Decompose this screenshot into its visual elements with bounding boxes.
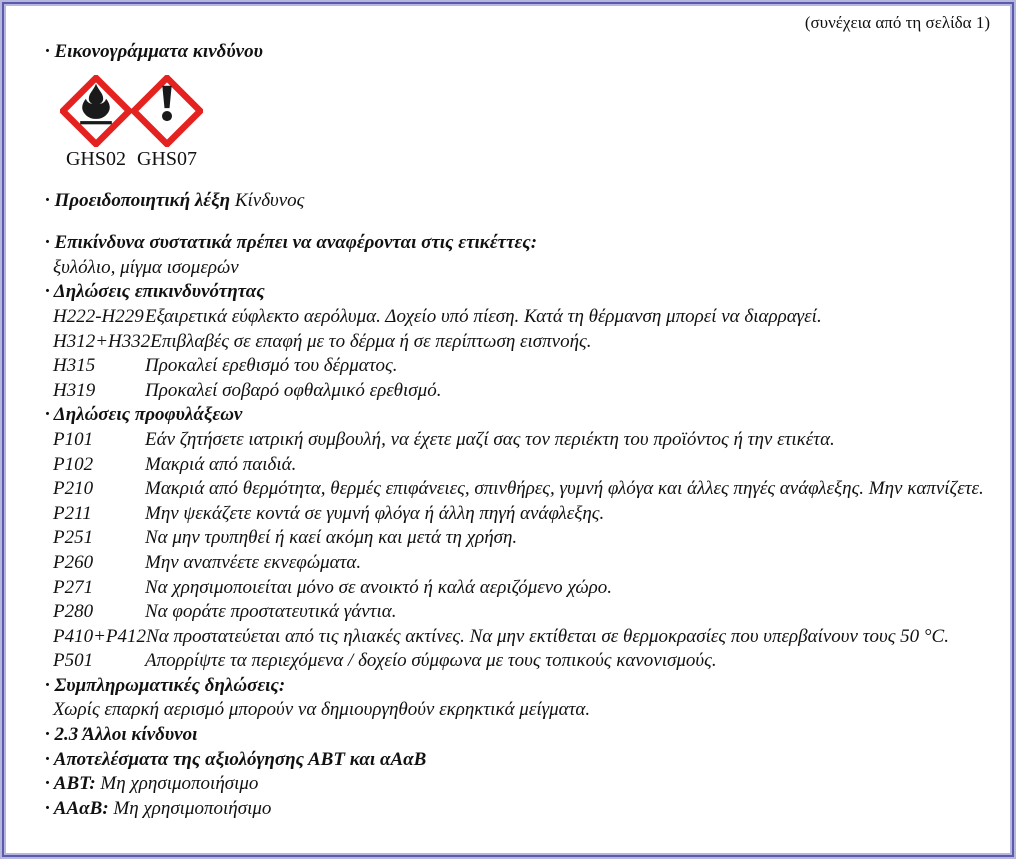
statement-text: Μακριά από παιδιά. — [145, 453, 297, 475]
page-frame-inner — [4, 4, 1012, 855]
statement-row — [45, 649, 992, 674]
statement-text: Να χρησιμοποιείται μόνο σε ανοικτό ή καλά αεριζόμενο χώρο. — [145, 576, 613, 598]
statement-code: H222-H229 — [53, 305, 144, 327]
statement-text: Προκαλεί ερεθισμό του δέρματος. — [145, 355, 398, 377]
statement-code: P102 — [53, 453, 94, 475]
other-hazards-heading: · 2.3 Άλλοι κίνδυνοι — [45, 724, 198, 746]
statement-row — [45, 330, 992, 355]
statement-text: Να προστατεύεται από τις ηλιακές ακτίνες. Να μην εκτίθεται σε θερμοκρασίες που υπερβαίνουν τους 50 °C. — [146, 625, 949, 647]
statement-row — [45, 477, 992, 502]
pbt-value: Μη χρησιμοποιήσιμο — [100, 773, 259, 795]
statement-code: P410+P412 — [53, 625, 147, 647]
statement-text: Εάν ζητήσετε ιατρική συμβουλή, να έχετε μαζί σας τον περιέκτη του προϊόντος ή την ετικέτα. — [145, 428, 835, 450]
statement-text: Να φοράτε προστατευτικά γάντια. — [145, 601, 397, 623]
precautionary-statements-list — [45, 428, 992, 674]
continuation-note: (συνέχεια από τη σελίδα 1) — [804, 13, 990, 32]
statement-text: Επιβλαβές σε επαφή με το δέρμα ή σε περίπτωση εισπνοής. — [150, 330, 592, 352]
statement-code: P280 — [53, 601, 94, 623]
hazard-statements-heading: · Δηλώσεις επικινδυνότητας — [45, 281, 265, 303]
pbt-label: · ΑΒΤ: — [45, 773, 96, 795]
ghs07-pictogram — [130, 75, 204, 171]
statement-text: Να μην τρυπηθεί ή καεί ακόμη και μετά τη χρήση. — [145, 527, 518, 549]
statement-text: Απορρίψτε τα περιεχόμενα / δοχείο σύμφωνα με τους τοπικούς κανονισμούς. — [145, 650, 717, 672]
statement-row — [45, 526, 992, 551]
statement-text: Μην αναπνέετε εκνεφώματα. — [145, 551, 362, 573]
vpvb-value: Μη χρησιμοποιήσιμο — [113, 797, 272, 819]
statement-row — [45, 502, 992, 527]
signal-word-line — [45, 189, 992, 214]
statement-code: H315 — [53, 355, 96, 377]
statement-text: Μακριά από θερμότητα, θερμές επιφάνειες, σπινθήρες, γυμνή φλόγα και άλλες πηγές ανάφλεξης. Μην καπνίζετε. — [145, 478, 984, 500]
statement-row — [45, 600, 992, 625]
statement-row — [45, 354, 992, 379]
statement-row — [45, 379, 992, 404]
statement-code: P251 — [53, 527, 94, 549]
supplementary-heading: · Συμπληρωματικές δηλώσεις: — [45, 674, 286, 696]
pbt-line — [45, 772, 992, 797]
precautionary-statements-heading: · Δηλώσεις προφυλάξεων — [45, 404, 243, 426]
pictogram-label-ghs02: GHS02 — [65, 147, 126, 170]
sds-page — [6, 6, 1010, 853]
hazardous-components-heading: · Επικίνδυνα συστατικά πρέπει να αναφέρονται στις ετικέττες: — [45, 232, 538, 254]
statement-code: P101 — [53, 428, 94, 450]
statement-code: P501 — [53, 650, 94, 672]
page-frame-line — [2, 2, 1014, 857]
statement-row — [45, 453, 992, 478]
statement-code: P271 — [53, 576, 94, 598]
statement-code: P211 — [53, 502, 92, 524]
statement-code: H319 — [53, 379, 96, 401]
statement-text: Μην ψεκάζετε κοντά σε γυμνή φλόγα ή άλλη πηγή ανάφλεξης. — [145, 502, 605, 524]
signal-word-value: Κίνδυνος — [234, 189, 305, 211]
flame-icon — [60, 75, 132, 147]
statement-row — [45, 305, 992, 330]
statement-code: P260 — [53, 551, 94, 573]
statement-row — [45, 428, 992, 453]
pictogram-label-ghs07: GHS07 — [136, 147, 197, 170]
assessment-heading: · Αποτελέσματα της αξιολόγησης ΑΒΤ και αΑαΒ — [45, 748, 427, 770]
hazard-statements-list — [45, 305, 992, 403]
statement-text: Εξαιρετικά εύφλεκτο αερόλυμα. Δοχείο υπό πίεση. Κατά τη θέρμανση μπορεί να διαρραγεί. — [145, 305, 822, 327]
signal-word-label: · Προειδοποιητική λέξη — [45, 189, 231, 211]
supplementary-text: Χωρίς επαρκή αερισμό μπορούν να δημιουργηθούν εκρηκτικά μείγματα. — [53, 699, 591, 721]
statement-row — [45, 576, 992, 601]
pictogram-row — [59, 75, 992, 171]
statement-code: H312+H332 — [53, 330, 151, 352]
vpvb-label: · ΑΑαΒ: — [45, 797, 109, 819]
statement-text: Προκαλεί σοβαρό οφθαλμικό ερεθισμό. — [145, 379, 442, 401]
pictograms-heading: · Εικονογράμματα κινδύνου — [45, 41, 263, 62]
exclamation-icon — [131, 75, 203, 147]
ghs02-pictogram — [59, 75, 133, 171]
statement-row — [45, 625, 992, 650]
hazardous-components-value: ξυλόλιο, μίγμα ισομερών — [53, 256, 239, 278]
statement-code: P210 — [53, 478, 94, 500]
vpvb-line — [45, 797, 992, 822]
statement-row — [45, 551, 992, 576]
